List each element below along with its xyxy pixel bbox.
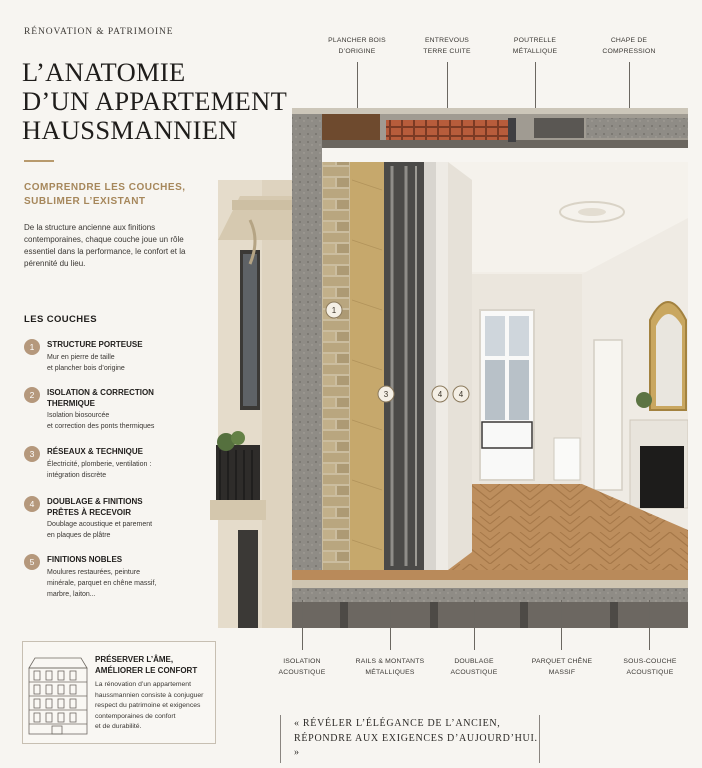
marker-label: 1 — [331, 306, 337, 315]
layer-description-line: marbre, laiton... — [47, 591, 96, 598]
callout-chape — [591, 35, 667, 57]
layer-description-line: Moulures restaurées, peinture — [47, 569, 140, 576]
title-line: D’UN APPARTEMENT — [22, 86, 288, 116]
subtitle — [24, 181, 186, 209]
callout-plancher-bois — [322, 35, 392, 57]
layer-description-line: et correction des ponts thermiques — [47, 423, 155, 430]
title-line: HAUSSMANNIEN — [22, 115, 238, 145]
layer-title-line: THERMIQUE — [47, 398, 95, 408]
kicker: RÉNOVATION & PATRIMOINE — [24, 27, 174, 37]
marker-layer-1 — [326, 302, 342, 318]
callout-line: PARQUET CHÊNE — [531, 658, 593, 665]
closing-quote — [280, 715, 540, 763]
layer-description — [47, 410, 207, 432]
quote-line: « RÉVÉLER L’ÉLÉGANCE DE L’ANCIEN, — [294, 718, 501, 729]
callout-isolation-acoustique — [267, 656, 337, 678]
info-box-title — [95, 654, 197, 676]
layer-title — [47, 340, 207, 351]
layer-title — [47, 497, 207, 518]
layer-title — [47, 555, 207, 566]
layer-title-line: STRUCTURE PORTEUSE — [47, 340, 143, 349]
subtitle-line: COMPRENDRE LES COUCHES, — [24, 182, 186, 193]
building-cross-section-illustration — [210, 100, 688, 628]
info-box-text-line: et de durabilité. — [95, 723, 142, 730]
layer-description — [47, 352, 207, 374]
callout-line: COMPRESSION — [602, 48, 656, 55]
callout-line: ISOLATION — [283, 658, 321, 665]
info-box-text-line: respect du patrimoine et exigences — [95, 702, 201, 709]
callout-line: ACOUSTIQUE — [278, 669, 326, 676]
callout-line: ENTREVOUS — [424, 37, 470, 44]
layer-description-line: Mur en pierre de taille — [47, 354, 115, 361]
marker-layer-4a — [432, 386, 448, 402]
callout-sous-couche — [612, 656, 688, 678]
layer-title — [47, 388, 207, 409]
layer-description-line: minérale, parquet en chêne massif, — [47, 580, 157, 587]
marker-layer-3 — [378, 386, 394, 402]
callout-leader-line — [474, 600, 475, 650]
layer-description — [47, 567, 207, 600]
layer-description-line: Doublage acoustique et parement — [47, 521, 153, 528]
callout-line: SOUS-COUCHE — [623, 658, 677, 665]
layer-number-badge: 1 — [24, 339, 40, 355]
info-box — [22, 641, 216, 744]
marker-label: 4 — [437, 390, 443, 399]
layer-description-line: Isolation biosourcée — [47, 412, 110, 419]
marker-label: 3 — [383, 390, 389, 399]
callout-entrevous — [412, 35, 482, 57]
callout-leader-line — [561, 600, 562, 650]
marker-layer-4b — [453, 386, 469, 402]
callout-line: TERRE CUITE — [423, 48, 471, 55]
subtitle-line: SUBLIMER L’EXISTANT — [24, 196, 146, 207]
callout-poutrelle — [500, 35, 570, 57]
layer-title-line: FINITIONS NOBLES — [47, 555, 123, 564]
callout-line: MÉTALLIQUE — [512, 48, 558, 55]
layer-number-badge: 3 — [24, 446, 40, 462]
layer-number-badge: 5 — [24, 554, 40, 570]
layer-title — [47, 447, 207, 458]
callout-rails-montants — [350, 656, 430, 678]
layer-description-line: intégration discrète — [47, 472, 107, 479]
layer-title-line: DOUBLAGE & FINITIONS — [47, 497, 143, 506]
info-box-text-line: La rénovation d’un appartement — [95, 681, 191, 688]
callout-line: MÉTALLIQUES — [365, 669, 415, 676]
layer-title-line: ISOLATION & CORRECTION — [47, 388, 154, 397]
callout-parquet-chene — [526, 656, 598, 678]
layers-heading: LES COUCHES — [24, 314, 98, 325]
info-box-text — [95, 680, 213, 733]
intro-text: De la structure ancienne aux finitions contemporaines, chaque couche joue un rôle essentiel dans la performance, le confort et la pérennité du lieu. — [24, 223, 186, 268]
callout-line: ACOUSTIQUE — [450, 669, 498, 676]
callout-line: CHAPE DE — [610, 37, 648, 44]
callout-doublage-acoustique — [439, 656, 509, 678]
layer-description — [47, 519, 207, 541]
layer-title-line: RÉSEAUX & TECHNIQUE — [47, 447, 144, 456]
info-box-text-line: haussmannien consiste à conjuguer — [95, 691, 204, 699]
layer-number-badge: 4 — [24, 496, 40, 512]
callout-line: PLANCHER BOIS — [328, 37, 386, 44]
layer-description-line: en plaques de plâtre — [47, 532, 111, 539]
layer-number-badge: 2 — [24, 387, 40, 403]
layer-description — [47, 459, 207, 481]
callout-line: D’ORIGINE — [338, 48, 376, 55]
title-divider — [24, 160, 54, 162]
quote-line: RÉPONDRE AUX EXIGENCES D’AUJOURD’HUI. » — [294, 732, 538, 758]
title-line: L’ANATOMIE — [22, 57, 186, 87]
layer-title-line: PRÊTES À RECEVOIR — [47, 507, 132, 517]
facade-drawing-icon — [27, 654, 89, 736]
info-box-text-line: contemporaines de confort — [95, 712, 176, 720]
callout-leader-line — [649, 600, 650, 650]
info-box-title-line: PRÉSERVER L’ÂME, — [95, 655, 174, 664]
callout-line: RAILS & MONTANTS — [355, 658, 425, 665]
callout-leader-line — [302, 600, 303, 650]
callout-line: MASSIF — [548, 669, 576, 676]
info-box-title-line: AMÉLIORER LE CONFORT — [95, 666, 198, 675]
marker-label: 4 — [458, 390, 464, 399]
callout-line: ACOUSTIQUE — [626, 669, 674, 676]
layer-description-line: et plancher bois d’origine — [47, 365, 125, 372]
callout-line: POUTRELLE — [513, 37, 557, 44]
callout-line: DOUBLAGE — [454, 658, 494, 665]
layer-description-line: Électricité, plomberie, ventilation : — [47, 461, 152, 468]
callout-leader-line — [390, 600, 391, 650]
